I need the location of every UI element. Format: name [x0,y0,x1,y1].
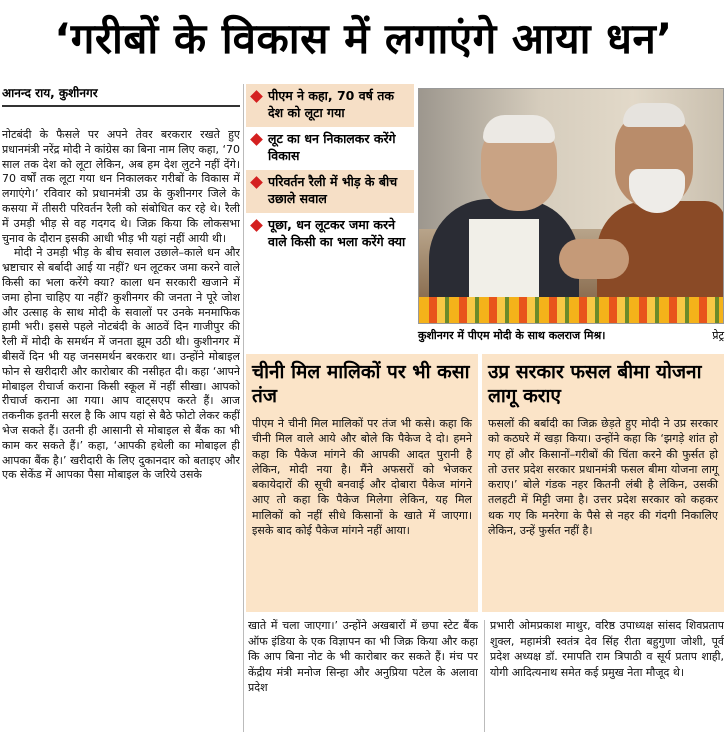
photo-hands [559,239,629,279]
bottom-column-1: खाते में चला जाएगा।’ उन्होंने अखबारों में छपा स्टेट बैंक ऑफ इंडिया के एक विज्ञापन का भी जिक्र किया और कहा कि आप बिना नोट के भी कारोबार कर सकते हैं। मंच पर केंद्रीय मंत्री मनोज सिन्हा और अनुप्रिया पटेल के अलावा प्रदेश [248,619,478,695]
bullet-diamond-icon [250,133,263,146]
bullet-diamond-icon [250,90,263,103]
news-photo [418,88,724,324]
photo-person-left-hair [483,115,555,143]
box-body: फसलों की बर्बादी का जिक्र छेड़ते हुए मोदी ने उप्र सरकार को कठघरे में खड़ा किया। उन्होंने कहा कि ‘झगड़े शांत हो गए हों और किसानों–गरीबों की चिंता करने की फुर्सत हो तो उत्तर प्रदेश सरकार प्रधानमंत्री फसल बीमा योजना लागू कराए।’ बोले गंडक नहर कितनी लंबी है लेकिन, उसकी तलहटी में मिट्टी जमा है। उत्तर प्रदेश सरकार को कहकर थक गए कि मनरेगा के पैसे से नहर की गंदगी निकालिए लेकिन, उन्हें फुर्सत नहीं है। [488,417,718,538]
highlight-text: पूछा, धन लूटकर जमा करने वाले किसी का भला करेंगे क्या [268,217,406,249]
photo-caption-text: कुशीनगर में पीएम मोदी के साथ कलराज मिश्र। [418,329,606,342]
article-paragraph-1: नोटबंदी के फैसले पर अपने तेवर बरकरार रखते हुए प्रधानमंत्री नरेंद्र मोदी ने कांग्रेस का बिना नाम लिए कहा, ‘70 साल तक देश को लूटा लेकिन, अब हम देश लुटने नहीं देंगे। 70 वर्षों तक लूटा गया धन निकालकर गरीबों के विकास में लगाएंगे।’ रविवार को प्रधानमंत्री उप्र के कुशीनगर जिले के कसया में तीसरी परिवर्तन रैली को संबोधित कर रहे थे। रैली में उमड़ी भीड़ से वह गदगद थे। जिक्र किया कि लोकसभा चुनाव के दौरान इसकी आधी भीड़ भी यहां नहीं आयी थी। [2,128,240,245]
bullet-diamond-icon [250,219,263,232]
column-divider [484,620,485,732]
photo-caption [418,328,724,343]
photo-person-right-hair [623,103,685,127]
byline: आनन्द राय, कुशीनगर [2,84,240,107]
highlight-item [246,170,414,213]
column-divider [243,84,244,732]
highlight-item [246,84,414,127]
photo-credit: प्रेट्र [712,329,724,342]
sidebar-box-crop-insurance [482,354,724,612]
bullet-diamond-icon [250,176,263,189]
box-title: चीनी मिल मालिकों पर भी कसा तंज [252,361,470,407]
highlight-text: परिवर्तन रैली में भीड़ के बीच उछाले सवाल [268,174,398,206]
bottom-column-2: प्रभारी ओमप्रकाश माथुर, वरिष्ठ उपाध्यक्ष सांसद शिवप्रताप शुक्ल, महामंत्री स्वतंत्र देव सिंह रीता बहुगुणा जोशी, पूर्व प्रदेश अध्यक्ष डॉ. रमापति राम त्रिपाठी व सूर्य प्रताप शाही, योगी आदित्यनाथ समेत कई प्रमुख नेता मौजूद थे। [490,619,724,679]
headline: ‘गरीबों के विकास में लगाएंगे आया धन’ [54,14,673,63]
highlight-text: पीएम ने कहा, 70 वर्ष तक देश को लूटा गया [268,88,394,120]
sidebar-box-sugar-mill [246,354,478,612]
box-title: उप्र सरकार फसल बीमा योजना लागू कराए [488,361,702,407]
box-body: पीएम ने चीनी मिल मालिकों पर तंज भी कसे। कहा कि चीनी मिल वाले आये और बोले कि पैकेज दे दो। हमने कहा कि पैकेज मांगने की आपकी आदत पुरानी है लेकिन, मोदी नया है। मैंने अफसरों को भेजकर बकायेदारों की सूची बनवाई और दोबारा पैकेज मांगने आए तो कहा कि पैकेज मिलेगा लेकिन, यह मिल मालिकों को नहीं सीधे किसानों के खाते में जाएगा। इसके बाद कोई पैकेज मांगने नहीं आया। [252,417,472,538]
highlight-item [246,213,414,256]
highlights-box [246,84,414,352]
highlight-text: लूट का धन निकालकर करेंगे विकास [268,131,396,163]
photo-flowers [419,297,724,324]
highlight-item [246,127,414,170]
article-paragraph-2: मोदी ने उमड़ी भीड़ के बीच सवाल उछाले–काले धन और भ्रष्टाचार से बर्बादी आई या नहीं? धन लूटकर जमा करने वाले किसी का भला करेंगे क्या? काला धन सरकारी खजाने में जमा होना चाहिए या नहीं? कुशीनगर की जनता ने पूरे जोश और उत्साह के साथ मोदी के सवालों पर उनके मनमाफिक हामी भरी। इससे पहले नोटबंदी के आठवें दिन गाजीपुर की रैली में मोदी के समर्थन में जनता झूम उठी थी। कुशीनगर में बीसवें दिन भी यह जनसमर्थन बरकरार था। उन्होंने मोबाइल फोन से खरीदारी और कारोबार की नसीहत दी। कहा ‘आपने मोबाइल रीचार्ज कराना किसी स्कूल में नहीं सीखा। आपको रीचार्ज कराना आ गया। आप वाट्सएप करते हैं। आज तकनीक इतनी सरल है कि आप यहां से बैठे फोटो लेकर कहीं भेज सकते हैं। उतनी ही आसानी से मोबाइल से बैंक का भी काम कर सकते हैं।’ कहा, ‘आपकी हथेली का मोबाइल ही आपका बैंक है।’ खरीदारी के लिए दुकानदार को बताइए और एक सेकेंड में आपका पैसा मोबाइल के जरिये उसके [2,246,240,482]
left-column-article [2,128,240,732]
